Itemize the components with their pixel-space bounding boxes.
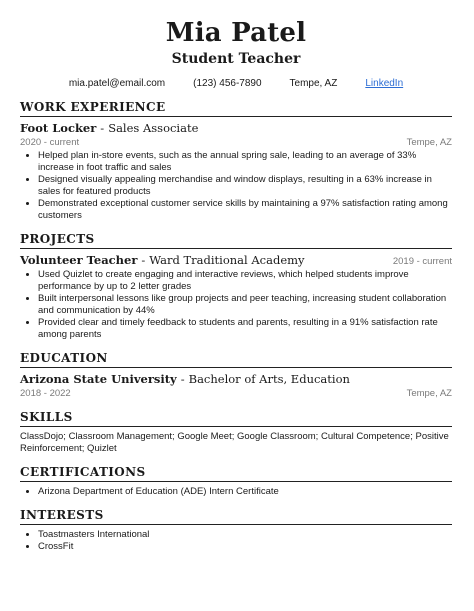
list-item: • CrossFit [38, 541, 452, 553]
interests-list [20, 529, 452, 553]
education-meta [20, 387, 452, 400]
project-dates: 2019 - current [392, 256, 452, 267]
skills-section [20, 410, 452, 455]
projects-section [20, 232, 452, 341]
section-title: WORK EXPERIENCE [20, 100, 452, 117]
list-item: • Arizona Department of Education (ADE) Intern Certificate [38, 486, 452, 498]
candidate-role: Student Teacher [171, 51, 301, 67]
interests-section [20, 508, 452, 553]
work-bullets [20, 150, 452, 222]
position-title: Sales Associate [108, 121, 199, 135]
list-item: • Built interpersonal lessons like group projects and peer teaching, increasing student collaboration and communication by 44% [38, 293, 452, 317]
list-item: • Demonstrated exceptional customer service skills by maintaining a 97% satisfaction rating among customers [38, 198, 452, 222]
project-heading: Volunteer Teacher - Ward Traditional Academy 2019 - current [20, 253, 452, 267]
list-item: • Used Quizlet to create engaging and interactive reviews, which helped students improve performance by up to 2 letter grades [38, 269, 452, 293]
list-item: • Toastmasters International [38, 529, 452, 541]
company-name: Foot Locker [20, 121, 97, 135]
contact-email[interactable]: mia.patel@email.com [68, 78, 166, 89]
project-bullets [20, 269, 452, 341]
candidate-name: Mia Patel [165, 18, 307, 48]
work-dates: 2020 - current [20, 137, 80, 148]
list-item: • Helped plan in-store events, such as the annual spring sale, leading to an average of 33% increase in foot traffic and sales [38, 150, 452, 174]
linkedin-link[interactable]: LinkedIn [365, 78, 404, 89]
section-title: INTERESTS [20, 508, 452, 525]
certifications-section [20, 465, 452, 498]
section-title: PROJECTS [20, 232, 452, 249]
education-section [20, 351, 452, 400]
project-org: Ward Traditional Academy [149, 253, 305, 267]
project-entry [20, 253, 452, 341]
education-heading: Arizona State University - Bachelor of Arts, Education [20, 372, 350, 386]
education-location: Tempe, AZ [406, 388, 452, 399]
skills-text: ClassDojo; Classroom Management; Google Meet; Google Classroom; Cultural Competence; Positive Reinforcement; Quizlet [20, 431, 449, 454]
contact-phone: (123) 456-7890 [193, 78, 262, 89]
education-dates: 2018 - 2022 [20, 388, 71, 399]
work-meta [20, 136, 452, 149]
work-experience-section [20, 100, 452, 222]
list-item: • Designed visually appealing merchandise and window displays, resulting in a 63% increase in sales for featured products [38, 174, 452, 198]
project-name: Volunteer Teacher [20, 253, 138, 267]
education-entry [20, 372, 452, 400]
section-title: SKILLS [20, 410, 452, 427]
degree: Bachelor of Arts, Education [188, 372, 350, 386]
contact-location: Tempe, AZ [289, 78, 338, 89]
work-heading: Foot Locker - Sales Associate [20, 121, 199, 135]
section-title: EDUCATION [20, 351, 452, 368]
work-entry [20, 121, 452, 222]
list-item: • Provided clear and timely feedback to students and parents, resulting in a 91% satisfaction rate among parents [38, 317, 452, 341]
work-location: Tempe, AZ [406, 137, 452, 148]
contact-bar [20, 78, 452, 90]
school-name: Arizona State University [20, 372, 177, 386]
certifications-list [20, 486, 452, 498]
section-title: CERTIFICATIONS [20, 465, 452, 482]
